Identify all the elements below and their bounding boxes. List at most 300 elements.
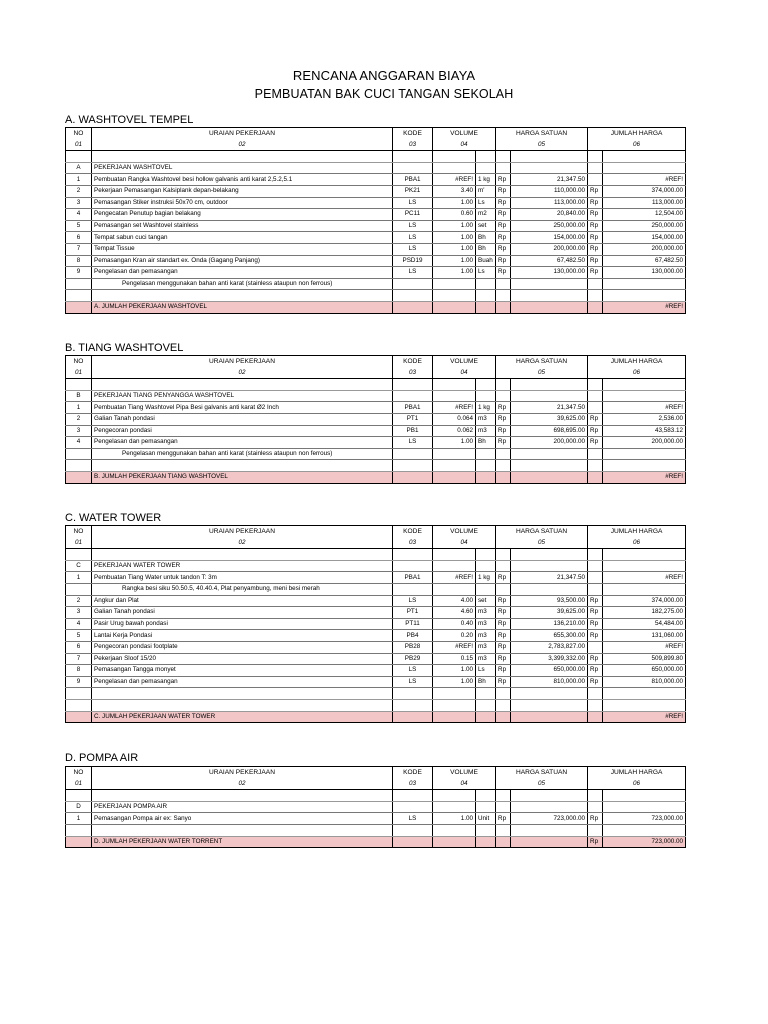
empty-cell [496, 390, 511, 402]
item-description: Pengelasan dan pemasangan [92, 676, 393, 688]
document-subtitle: PEMBUATAN BAK CUCI TANGAN SEKOLAH [254, 87, 514, 101]
col-header-harga-satuan: HARGA SATUAN [496, 767, 588, 779]
empty-cell [603, 379, 686, 391]
item-currency: Rp [496, 653, 511, 665]
col-header-jumlah-harga: JUMLAH HARGA [588, 767, 686, 779]
group-code: D [66, 801, 92, 813]
item-total-price: #REF! [603, 572, 686, 584]
empty-cell [588, 688, 603, 700]
empty-cell [511, 560, 588, 572]
table-row [66, 630, 686, 642]
table-row [66, 185, 686, 197]
empty-cell [433, 688, 476, 700]
empty-cell [511, 379, 588, 391]
empty-cell [588, 278, 603, 290]
empty-cell [476, 448, 496, 460]
empty-cell [476, 688, 496, 700]
item-volume: 1.00 [433, 676, 476, 688]
item-description: Pemasangan Tangga monyet [92, 665, 393, 677]
col-header-kode: KODE [393, 526, 433, 538]
item-code: PBA1 [393, 174, 433, 186]
empty-cell [66, 549, 92, 561]
item-unit-price: 113,000.00 [511, 197, 588, 209]
section-d-table [65, 766, 686, 848]
item-unit: m2 [476, 209, 496, 221]
section-d-title: D. POMPA AIR [65, 752, 139, 764]
item-currency: Rp [588, 413, 603, 425]
item-unit-price: 250,000.00 [511, 220, 588, 232]
empty-cell [496, 162, 511, 174]
item-code: PB29 [393, 653, 433, 665]
empty-cell [433, 549, 476, 561]
item-code: PT1 [393, 413, 433, 425]
table-row [66, 437, 686, 449]
item-unit-price: 21,347.50 [511, 572, 588, 584]
empty-cell [511, 290, 588, 302]
item-description: Lantai Kerja Pondasi [92, 630, 393, 642]
col-number: 05 [496, 139, 588, 151]
item-no: 3 [66, 425, 92, 437]
item-no: 1 [66, 174, 92, 186]
item-code: PT1 [393, 607, 433, 619]
item-currency: Rp [588, 437, 603, 449]
empty-cell [603, 790, 686, 802]
item-unit-price: 39,625.00 [511, 413, 588, 425]
item-description: Pekerjaan Pemasangan Kalsiplank depan-belakang [92, 185, 393, 197]
col-header-no: NO [66, 526, 92, 538]
empty-cell [433, 290, 476, 302]
empty-cell [476, 836, 496, 848]
item-total-price: 374,000.00 [603, 185, 686, 197]
empty-cell [496, 801, 511, 813]
empty-cell [476, 301, 496, 313]
item-no: 7 [66, 243, 92, 255]
header-row [66, 526, 686, 538]
item-no: 2 [66, 185, 92, 197]
item-currency: Rp [588, 220, 603, 232]
empty-cell [66, 290, 92, 302]
empty-cell [66, 824, 92, 836]
col-header-no: NO [66, 128, 92, 140]
empty-cell [496, 790, 511, 802]
empty-cell [393, 390, 433, 402]
empty-cell [433, 836, 476, 848]
item-total-price: 43,583.12 [603, 425, 686, 437]
item-volume: 4.00 [433, 595, 476, 607]
item-currency: Rp [496, 402, 511, 414]
empty-cell [393, 448, 433, 460]
group-row [66, 390, 686, 402]
item-volume: #REF! [433, 641, 476, 653]
item-volume: 0.40 [433, 618, 476, 630]
item-currency: Rp [496, 267, 511, 279]
item-currency: Rp [496, 413, 511, 425]
col-number: 03 [393, 537, 433, 549]
item-total-price: 12,504.00 [603, 209, 686, 221]
item-description: Tempat sabun cuci tangan [92, 232, 393, 244]
spacer-row [66, 379, 686, 391]
column-number-row [66, 367, 686, 379]
spacer-row [66, 790, 686, 802]
empty-cell [92, 790, 393, 802]
empty-cell [393, 711, 433, 723]
table-row [66, 676, 686, 688]
item-no: 1 [66, 813, 92, 825]
col-number: 06 [588, 537, 686, 549]
item-currency: Rp [588, 255, 603, 267]
col-header-no: NO [66, 356, 92, 368]
empty-cell [511, 711, 588, 723]
empty-cell [511, 836, 588, 848]
item-currency: Rp [588, 630, 603, 642]
table-row [66, 220, 686, 232]
col-number: 05 [496, 367, 588, 379]
item-description: Pekerjaan Sloof 15/20 [92, 653, 393, 665]
col-header-harga-satuan: HARGA SATUAN [496, 356, 588, 368]
table-row [66, 607, 686, 619]
item-unit: m3 [476, 425, 496, 437]
item-unit: m3 [476, 607, 496, 619]
item-no: 4 [66, 437, 92, 449]
item-volume: 1.00 [433, 232, 476, 244]
item-unit: Buah [476, 255, 496, 267]
item-volume: 1.00 [433, 437, 476, 449]
item-currency: Rp [588, 209, 603, 221]
item-volume [433, 583, 476, 595]
empty-cell [393, 471, 433, 483]
empty-cell [603, 448, 686, 460]
empty-cell [393, 460, 433, 472]
item-currency: Rp [496, 174, 511, 186]
empty-cell [496, 290, 511, 302]
empty-cell [393, 790, 433, 802]
table-row [66, 243, 686, 255]
item-code: PBA1 [393, 402, 433, 414]
item-unit-price: 130,000.00 [511, 267, 588, 279]
empty-cell [511, 151, 588, 163]
total-value: #REF! [603, 301, 686, 313]
item-currency: Rp [496, 220, 511, 232]
item-total-price: 67,482.50 [603, 255, 686, 267]
empty-cell [603, 688, 686, 700]
item-currency: Rp [588, 813, 603, 825]
item-code: LS [393, 813, 433, 825]
item-description: Pembuatan Rangka Washtovel besi hollow galvanis anti karat 2,5.2,5.1 [92, 174, 393, 186]
table-row [66, 402, 686, 414]
item-unit-price: 21,347.50 [511, 174, 588, 186]
item-code: LS [393, 665, 433, 677]
item-unit-price [511, 583, 588, 595]
empty-cell [393, 162, 433, 174]
empty-cell [433, 278, 476, 290]
item-currency: Rp [496, 255, 511, 267]
item-no: 7 [66, 653, 92, 665]
item-volume: 0.15 [433, 653, 476, 665]
item-unit-price: 655,300.00 [511, 630, 588, 642]
item-currency: Rp [496, 607, 511, 619]
empty-cell [496, 711, 511, 723]
item-description: Angkur dan Plat [92, 595, 393, 607]
table-row [66, 653, 686, 665]
empty-cell [433, 390, 476, 402]
item-description: Pemasangan Stiker instruksi 50x70 cm, outdoor [92, 197, 393, 209]
spacer-row [66, 151, 686, 163]
item-volume: 4.60 [433, 607, 476, 619]
total-label: B. JUMLAH PEKERJAAN TIANG WASHTOVEL [92, 471, 393, 483]
col-number: 04 [433, 367, 496, 379]
column-number-row [66, 537, 686, 549]
total-label: A. JUMLAH PEKERJAAN WASHTOVEL [92, 301, 393, 313]
item-no [66, 583, 92, 595]
table-row [66, 665, 686, 677]
item-unit-price: 154,000.00 [511, 232, 588, 244]
empty-cell [393, 699, 433, 711]
empty-cell [66, 711, 92, 723]
empty-cell [92, 460, 393, 472]
empty-cell [393, 560, 433, 572]
col-number: 01 [66, 537, 92, 549]
total-value: #REF! [603, 471, 686, 483]
item-code: LS [393, 437, 433, 449]
item-code: LS [393, 243, 433, 255]
item-unit: Bh [476, 243, 496, 255]
empty-cell [588, 460, 603, 472]
item-currency: Rp [496, 618, 511, 630]
empty-cell [496, 824, 511, 836]
item-total-price: #REF! [603, 402, 686, 414]
item-total-price: 54,484.00 [603, 618, 686, 630]
item-unit: m3 [476, 618, 496, 630]
col-header-uraian: URAIAN PEKERJAAN [92, 767, 393, 779]
item-unit-price: 650,000.00 [511, 665, 588, 677]
spacer-row [66, 699, 686, 711]
col-header-jumlah-harga: JUMLAH HARGA [588, 356, 686, 368]
empty-cell [476, 711, 496, 723]
col-number: 03 [393, 367, 433, 379]
item-total-price: 200,000.00 [603, 437, 686, 449]
empty-cell [393, 290, 433, 302]
item-volume: 1.00 [433, 220, 476, 232]
section-b-table [65, 355, 686, 484]
col-number: 06 [588, 139, 686, 151]
item-code: LS [393, 267, 433, 279]
empty-cell [603, 390, 686, 402]
table-row [66, 232, 686, 244]
item-description: Pembuatan Tiang Washtovel Pipa Besi galvanis anti karat Ø2 Inch [92, 402, 393, 414]
item-total-price: 182,275.00 [603, 607, 686, 619]
item-currency: Rp [496, 185, 511, 197]
group-code: B [66, 390, 92, 402]
total-currency: Rp [588, 836, 603, 848]
item-currency: Rp [496, 437, 511, 449]
item-volume: 1.00 [433, 243, 476, 255]
empty-cell [588, 824, 603, 836]
empty-cell [603, 151, 686, 163]
empty-cell [496, 379, 511, 391]
item-unit-price: 810,000.00 [511, 676, 588, 688]
col-number: 06 [588, 367, 686, 379]
item-currency: Rp [496, 232, 511, 244]
empty-cell [433, 801, 476, 813]
item-currency [588, 641, 603, 653]
empty-cell [66, 379, 92, 391]
item-description: Pengelasan dan pemasangan [92, 437, 393, 449]
empty-cell [433, 824, 476, 836]
item-total-price: 2,536.00 [603, 413, 686, 425]
empty-cell [588, 560, 603, 572]
item-no: 2 [66, 413, 92, 425]
empty-cell [476, 460, 496, 472]
item-unit: Ls [476, 665, 496, 677]
table-row [66, 197, 686, 209]
total-value: 723,000.00 [603, 836, 686, 848]
item-code: PB4 [393, 630, 433, 642]
empty-cell [476, 790, 496, 802]
item-unit-price: 200,000.00 [511, 243, 588, 255]
item-currency: Rp [496, 813, 511, 825]
empty-cell [433, 460, 476, 472]
item-no: 3 [66, 197, 92, 209]
item-total-price: 130,000.00 [603, 267, 686, 279]
item-unit-price: 39,625.00 [511, 607, 588, 619]
item-currency: Rp [588, 618, 603, 630]
empty-cell [433, 471, 476, 483]
section-b-title: B. TIANG WASHTOVEL [65, 342, 184, 354]
item-description: Pengecoran pondasi [92, 425, 393, 437]
col-number: 05 [496, 778, 588, 790]
empty-cell [511, 801, 588, 813]
item-currency: Rp [588, 243, 603, 255]
empty-cell [393, 801, 433, 813]
item-unit: Bh [476, 437, 496, 449]
note-text: Pengelasan menggunakan bahan anti karat (stainless ataupun non ferrous) [92, 278, 393, 290]
empty-cell [433, 448, 476, 460]
empty-cell [496, 448, 511, 460]
col-header-no: NO [66, 767, 92, 779]
column-number-row [66, 778, 686, 790]
item-total-price: #REF! [603, 174, 686, 186]
item-no: 8 [66, 665, 92, 677]
col-header-kode: KODE [393, 767, 433, 779]
empty-cell [476, 390, 496, 402]
spacer-row [66, 290, 686, 302]
item-currency: Rp [496, 665, 511, 677]
item-currency: Rp [588, 425, 603, 437]
empty-cell [92, 379, 393, 391]
item-total-price: 723,000.00 [603, 813, 686, 825]
empty-cell [603, 549, 686, 561]
item-code [393, 583, 433, 595]
col-number: 01 [66, 139, 92, 151]
empty-cell [476, 549, 496, 561]
item-code: LS [393, 676, 433, 688]
total-label: D. JUMLAH PEKERJAAN WATER TORRENT [92, 836, 393, 848]
empty-cell [511, 471, 588, 483]
empty-cell [92, 290, 393, 302]
group-label: PEKERJAAN WATER TOWER [92, 560, 393, 572]
empty-cell [588, 801, 603, 813]
item-unit: Unit [476, 813, 496, 825]
table-row [66, 413, 686, 425]
item-currency: Rp [588, 595, 603, 607]
empty-cell [603, 824, 686, 836]
item-total-price: 113,000.00 [603, 197, 686, 209]
col-number: 02 [92, 537, 393, 549]
table-row [66, 618, 686, 630]
empty-cell [588, 290, 603, 302]
group-row [66, 162, 686, 174]
empty-cell [433, 711, 476, 723]
item-total-price: 810,000.00 [603, 676, 686, 688]
empty-cell [393, 151, 433, 163]
item-no: 4 [66, 618, 92, 630]
item-unit-price: 2,783,827.00 [511, 641, 588, 653]
col-header-uraian: URAIAN PEKERJAAN [92, 356, 393, 368]
empty-cell [92, 699, 393, 711]
item-code: PC11 [393, 209, 433, 221]
table-row [66, 572, 686, 584]
empty-cell [66, 836, 92, 848]
group-label: PEKERJAAN POMPA AIR [92, 801, 393, 813]
item-currency: Rp [496, 595, 511, 607]
empty-cell [92, 824, 393, 836]
empty-cell [511, 549, 588, 561]
item-unit: m3 [476, 641, 496, 653]
item-total-price: 131,060.00 [603, 630, 686, 642]
item-unit: set [476, 220, 496, 232]
item-unit: Ls [476, 197, 496, 209]
item-unit: Bh [476, 676, 496, 688]
item-description: Tempat Tissue [92, 243, 393, 255]
empty-cell [433, 151, 476, 163]
item-description: Galian Tanah pondasi [92, 413, 393, 425]
item-no: 1 [66, 402, 92, 414]
table-row [66, 267, 686, 279]
empty-cell [511, 824, 588, 836]
header-row [66, 128, 686, 140]
empty-cell [496, 560, 511, 572]
item-volume: 1.00 [433, 255, 476, 267]
empty-cell [393, 688, 433, 700]
item-code: PBA1 [393, 572, 433, 584]
empty-cell [393, 824, 433, 836]
col-header-kode: KODE [393, 128, 433, 140]
item-unit-price: 723,000.00 [511, 813, 588, 825]
empty-cell [588, 162, 603, 174]
empty-cell [588, 448, 603, 460]
item-no: 8 [66, 255, 92, 267]
column-number-row [66, 139, 686, 151]
total-currency [588, 711, 603, 723]
empty-cell [588, 151, 603, 163]
item-currency: Rp [588, 185, 603, 197]
item-currency: Rp [496, 425, 511, 437]
item-code: LS [393, 220, 433, 232]
empty-cell [511, 278, 588, 290]
empty-cell [511, 448, 588, 460]
item-currency: Rp [588, 665, 603, 677]
col-number: 04 [433, 537, 496, 549]
header-row [66, 767, 686, 779]
col-number: 04 [433, 778, 496, 790]
col-header-kode: KODE [393, 356, 433, 368]
item-volume: 1.00 [433, 197, 476, 209]
item-unit-price: 110,000.00 [511, 185, 588, 197]
item-currency [588, 572, 603, 584]
table-row [66, 425, 686, 437]
item-description: Rangka besi siku 50.50.5, 40.40.4, Plat penyambung, meni besi merah [92, 583, 393, 595]
col-header-uraian: URAIAN PEKERJAAN [92, 526, 393, 538]
